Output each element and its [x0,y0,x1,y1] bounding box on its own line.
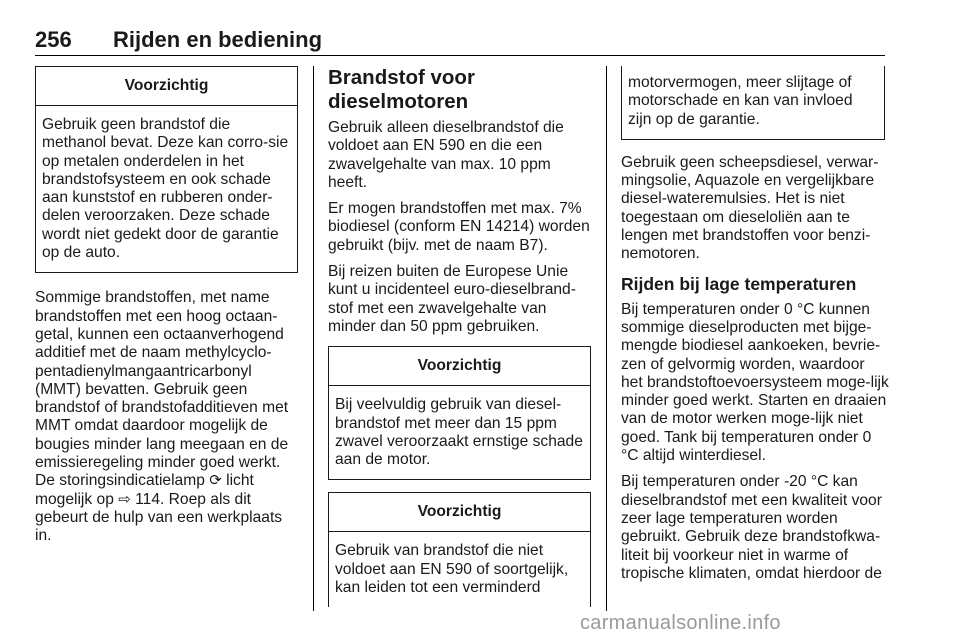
warning-title: Voorzichtig [36,67,297,106]
warning-box-en590 [328,492,591,607]
mmt-text-2: licht mogelijk op [35,472,254,508]
paragraph-marine-diesel: Gebruik geen scheepsdiesel, verwar-mingsolie, Aquazole en vergelijkbare diesel-wateremulsies. Het is niet toegestaan om dieseloliën aan te lengen met brandstoffen voor benzi-nemotoren. [621,153,879,263]
warning-title: Voorzichtig [329,347,590,386]
paragraph-en590: Gebruik alleen dieselbrandstof die voldoet aan EN 590 en die een zwavelgehalte van max. 10 ppm heeft. [328,119,564,191]
paragraph-below-minus-20: Bij temperaturen onder -20 °C kan dieselbrandstof met een kwaliteit voor zeer lage temperaturen worden gebruikt. Gebruik deze brandstofkwa-liteit bij voorkeur niet in warme of tropische klimaten, omdat hierdoor de [621,473,882,582]
warning-text: Bij veelvuldig gebruik van diesel-brandstof met meer dan 15 ppm zwavel veroorzaakt ernstige schade aan de motor. [335,396,583,469]
warning-text: Gebruik geen brandstof die methanol bevat. Deze kan corro-sie op metalen onderdelen in het brandstofsysteem en ook schade aan kunststof en rubberen onder-delen veroorzaken. Deze schade wordt niet gedekt door de garantie op de auto. [42,116,289,262]
warning-box-methanol [35,66,298,273]
paragraph-below-zero: Bij temperaturen onder 0 °C kunnen sommige dieselproducten met bijge-mengde biodiesel aankoeken, bevrie-zen of gelvormig worden, waardoor het brandstoftoevoersysteem moge-lijk minder goed werkt. Starten en draaien van de motor werken moge-lijk niet goed. Tank bij temperaturen onder 0 °C altijd winterdiesel. [621,300,889,465]
mmt-text-1: Sommige brandstoffen, met name brandstoffen met een hoog octaan-getal, kunnen een octaanverhogend additief met de naam methylcyclo-pentadienylmangaantricarbonyl (MMT) bevatten. Gebruik geen brandstof of brandstofadditieven met MMT omdat daardoor mogelijk de bougies minder lang meegaan en de emissieregeling minder goed werkt. De storingsindicatielamp [35,289,289,490]
mmt-text-3: 114. Roep als dit gebeurt de hulp van een werkplaats in. [35,490,283,545]
engine-lamp-icon: ⟳ [209,472,222,490]
column-divider-1 [313,66,314,611]
paragraph-eu-travel: Bij reizen buiten de Europese Unie kunt u incidenteel euro-dieselbrand-stof met een zwavelgehalte van minder dan 50 ppm gebruiken. [328,263,576,335]
warning-box-continued [621,66,885,140]
paragraph-biodiesel: Er mogen brandstoffen met max. 7% biodiesel (conform EN 14214) worden gebruikt (bijv. met de naam B7). [328,200,590,254]
warning-box-sulfur [328,346,591,480]
column-3 [621,66,889,583]
paragraph-mmt [35,289,298,545]
column-2 [328,66,591,607]
warning-text: Gebruik van brandstof die niet voldoet aan EN 590 of soortgelijk, kan leiden tot een verminderd [335,542,569,597]
section-title-diesel: Brandstof voor dieselmotoren [328,66,475,113]
watermark: carmanualsonline.info [580,612,781,634]
column-divider-2 [606,66,607,611]
header-rule [35,55,885,56]
warning-title: Voorzichtig [329,493,590,532]
page-header-title: Rijden en bediening [113,27,323,52]
page-ref-arrow-icon: ⇨ [118,490,131,508]
page-number: 256 [35,27,72,52]
column-1 [35,66,298,546]
warning-text: motorvermogen, meer slijtage of motorschade en kan van invloed zijn op de garantie. [628,74,853,128]
subsection-title-low-temp: Rijden bij lage temperaturen [621,273,857,294]
